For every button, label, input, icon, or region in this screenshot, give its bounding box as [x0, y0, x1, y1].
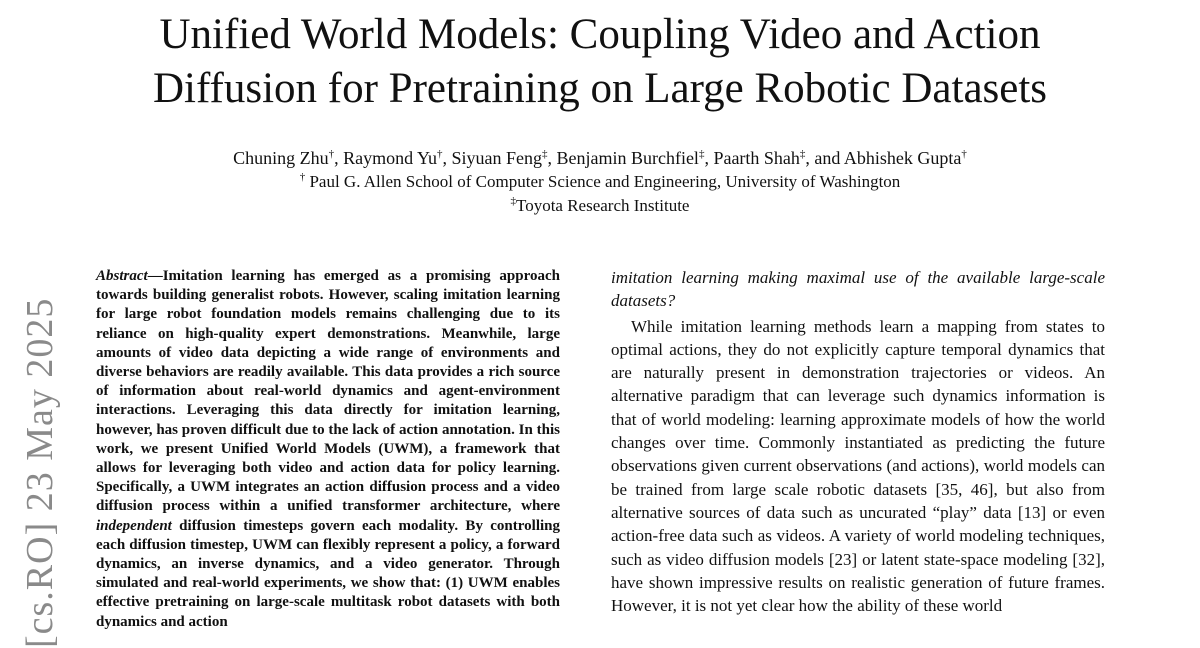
author-list [0, 146, 1200, 170]
author-separator: , [334, 148, 344, 168]
author-separator: , [805, 148, 815, 168]
author-separator: , [442, 148, 452, 168]
body-paragraph: While imitation learning methods learn a mapping from states to optimal actions, they do not explicitly capture temporal dynamics that are naturally present in demonstration trajectories or videos. An alternative paradigm that can leverage such dynamics information is that of world modeling: learning approximate models of how the world changes over time. Commonly instantiated as predicting the future observations given current observations (and actions), world models can be trained from large scale robotic datasets [35, 46], but also from alternative sources of data such as uncurated “play” data [13] or even action-free data such as videos. A variety of world modeling techniques, such as video diffusion models [23] or latent state-space modeling [32], have shown impressive results on realistic generation of future frames. However, it is not yet clear how the ability of these world [611, 316, 1105, 616]
paper-title [0, 8, 1200, 116]
affiliation-tri [0, 194, 1200, 218]
abstract-label: Abstract [96, 268, 148, 284]
author-name: Abhishek Gupta [843, 148, 962, 168]
author-affiliation-mark: ‡ [541, 148, 548, 160]
author-conjunction: and [814, 148, 844, 168]
abstract-text: Imitation learning has emerged as a promising approach towards building generalist robots. However, scaling imitation learning for large robot foundation models remains challenging due to its reliance on high-quality expert demonstrations. Meanwhile, large amounts of video data depicting a wide range of environments and diverse behaviors are readily available. This data provides a rich source of information about real-world dynamics and agent-environment interactions. Leveraging this data directly for imitation learning, however, has proven difficult due to the lack of action annotation. In this work, we present Unified World Models (UWM), a framework that allows for leveraging both video and action data for policy learning. Specifically, a UWM integrates an action diffusion process and a video diffusion process within a unified transformer architecture, where [96, 268, 560, 515]
research-question: imitation learning making maximal use of the available large-scale datasets? [611, 268, 1105, 311]
affiliation-uw [0, 170, 1200, 194]
author-affiliation-mark: ‡ [799, 148, 806, 160]
author-name: Chuning Zhu [233, 148, 329, 168]
author-separator: , [704, 148, 714, 168]
author-block [0, 146, 1200, 218]
author-separator: , [547, 148, 557, 168]
abstract-text-continued: diffusion timesteps govern each modality. By controlling each diffusion timestep, UWM can flexibly represent a policy, a forward dynamics, an inverse dynamics, and a video generator. Through simulated and real-world experiments, we show that: (1) UWM enables effective pretraining on large-scale multitask robot datasets with both dynamics and action [96, 517, 560, 630]
intro-column [611, 266, 1105, 617]
author-name: Raymond Yu [343, 148, 437, 168]
author-name: Paarth Shah [713, 148, 800, 168]
title-line-2: Diffusion for Pretraining on Large Robotic Datasets [152, 65, 1048, 112]
abstract-dash: — [147, 268, 163, 284]
author-affiliation-mark: ‡ [698, 148, 705, 160]
affiliation-mark: ‡ [510, 195, 516, 207]
affiliation-text: Toyota Research Institute [516, 196, 690, 215]
author-name: Benjamin Burchfiel [556, 148, 699, 168]
abstract-emphasis: independent [96, 517, 172, 534]
author-affiliation-mark: † [961, 148, 967, 160]
title-line-1: Unified World Models: Coupling Video and Action [159, 11, 1041, 58]
author-affiliation-mark: † [328, 148, 335, 160]
abstract [96, 267, 560, 632]
author-name: Siyuan Feng [451, 148, 542, 168]
affiliation-text: Paul G. Allen School of Computer Science and Engineering, University of Washington [305, 172, 901, 191]
author-affiliation-mark: † [436, 148, 443, 160]
arxiv-stamp: [cs.RO] 23 May 2025 [19, 297, 61, 648]
affiliation-mark: † [299, 171, 306, 183]
